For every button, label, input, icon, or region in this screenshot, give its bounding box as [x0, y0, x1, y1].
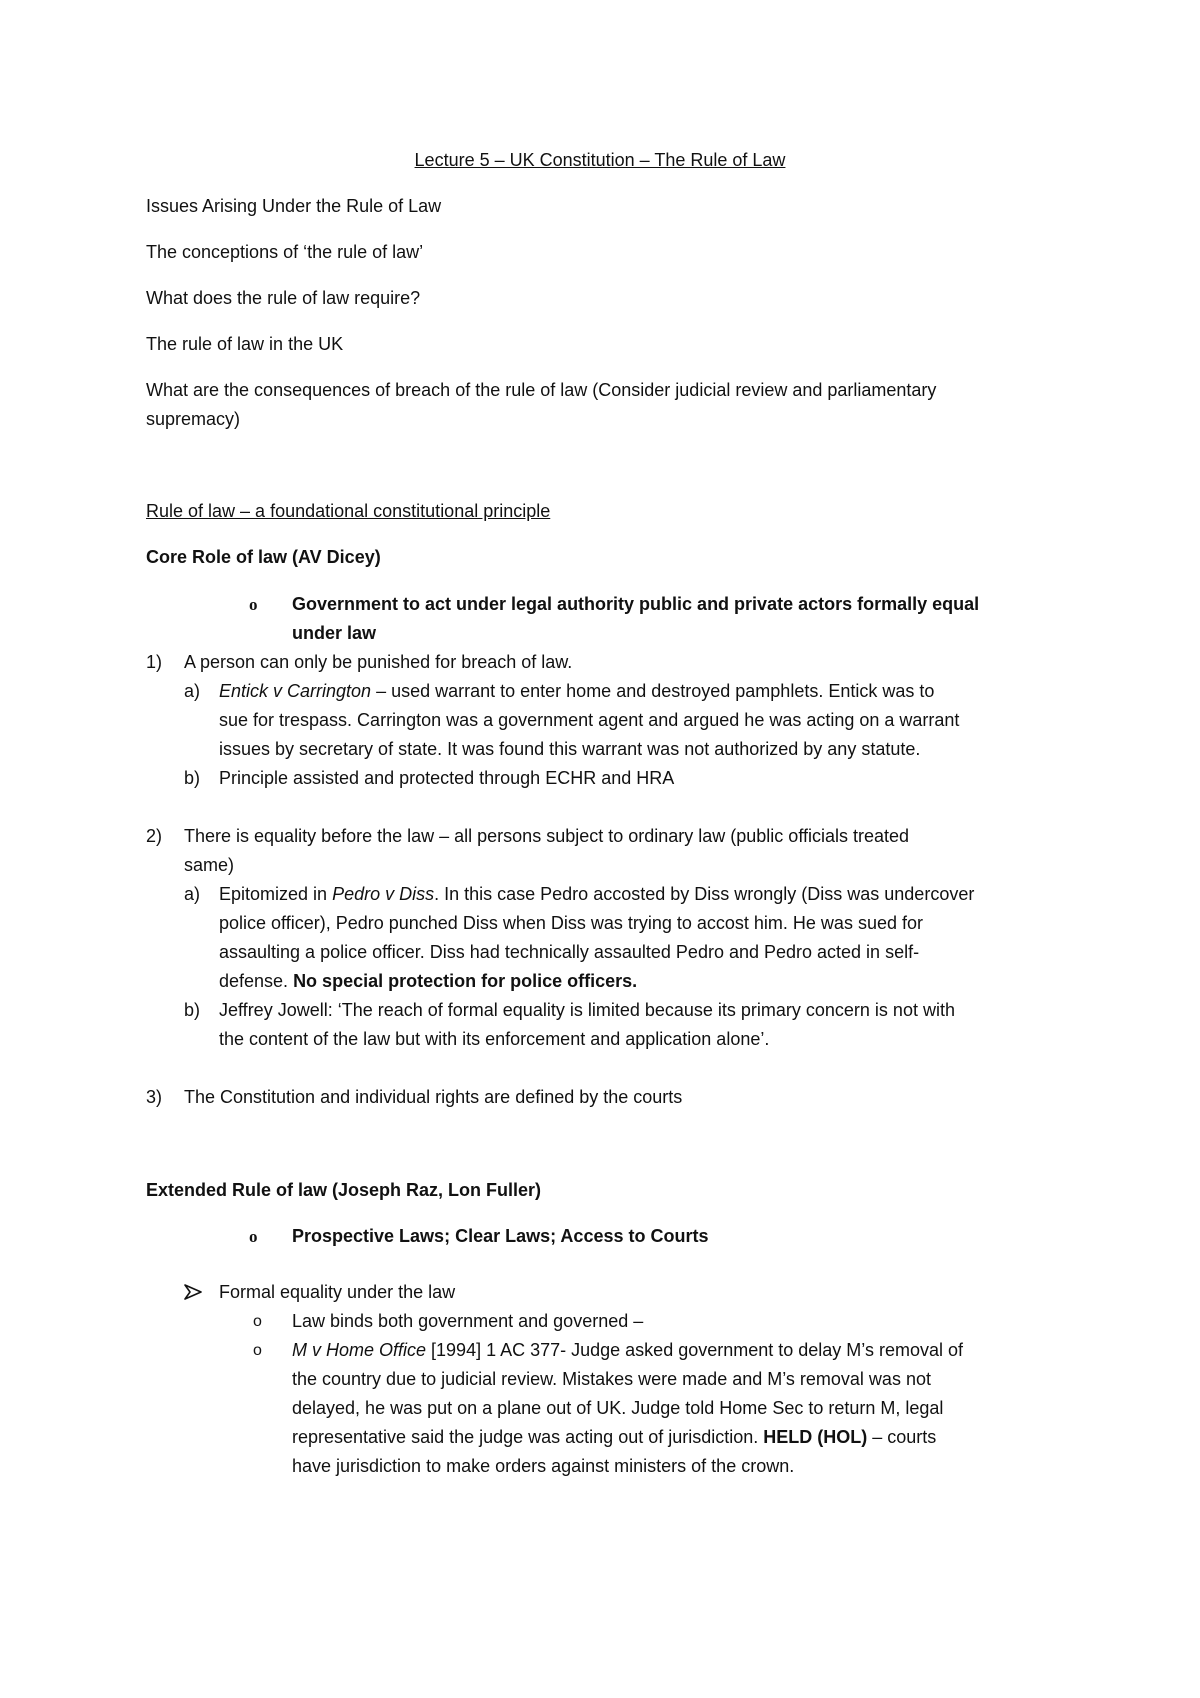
sub-list-marker: b) [184, 768, 201, 788]
sub-bullet-text-cont: have jurisdiction to make orders against ministers of the crown. [292, 1456, 795, 1476]
issues-item: The conceptions of ‘the rule of law’ [146, 242, 424, 262]
sub-list-item: Jeffrey Jowell: ‘The reach of formal equality is limited because its primary concern is not with [219, 1000, 955, 1020]
sub-list-item-cont: defense. No special protection for police officers. [219, 971, 638, 991]
arrow-bullet-icon [184, 1284, 202, 1300]
issues-item: What are the consequences of breach of the rule of law (Consider judicial review and parliamentary [146, 380, 937, 400]
section-subheading: Core Role of law (AV Dicey) [146, 547, 381, 567]
sub-list-item-cont: issues by secretary of state. It was found this warrant was not authorized by any statute. [219, 739, 921, 759]
case-name: M v Home Office [292, 1340, 427, 1360]
sub-bullet-text-cont: delayed, he was put on a plane out of UK. Judge told Home Sec to return M, legal [292, 1398, 944, 1418]
arrow-bullet-text: Formal equality under the law [219, 1282, 456, 1302]
bullet-marker: o [249, 595, 258, 614]
sub-list-item: Entick v Carrington – used warrant to enter home and destroyed pamphlets. Entick was to [219, 681, 935, 701]
list-number: 1) [146, 652, 163, 672]
sub-list-marker: a) [184, 884, 201, 904]
section-heading: Rule of law – a foundational constitutional principle [146, 501, 551, 521]
sub-bullet-text: Law binds both government and governed – [292, 1311, 644, 1331]
sub-list-item-cont: assaulting a police officer. Diss had technically assaulted Pedro and Pedro acted in self- [219, 942, 920, 962]
section-subheading: Extended Rule of law (Joseph Raz, Lon Fuller) [146, 1180, 542, 1200]
sub-bullet-text-cont: the country due to judicial review. Mistakes were made and M’s removal was not [292, 1369, 931, 1389]
bullet-text: Prospective Laws; Clear Laws; Access to Courts [292, 1226, 709, 1246]
sub-list-item: Epitomized in Pedro v Diss. In this case Pedro accosted by Diss wrongly (Diss was undercover [219, 884, 975, 904]
sub-list-item: Principle assisted and protected through ECHR and HRA [219, 768, 675, 788]
list-item-text: A person can only be punished for breach of law. [184, 652, 573, 672]
issues-item: The rule of law in the UK [146, 334, 344, 354]
list-item-text: The Constitution and individual rights are defined by the courts [184, 1087, 683, 1107]
sub-list-item-cont: the content of the law but with its enforcement and application alone’. [219, 1029, 770, 1049]
case-name: Entick v Carrington [219, 681, 372, 701]
sub-list-marker: b) [184, 1000, 201, 1020]
issues-item: What does the rule of law require? [146, 288, 421, 308]
list-number: 3) [146, 1087, 163, 1107]
sub-list-marker: a) [184, 681, 201, 701]
sub-bullet-text: M v Home Office [1994] 1 AC 377- Judge asked government to delay M’s removal of [292, 1340, 964, 1360]
bullet-text: under law [292, 623, 377, 643]
list-item-text: There is equality before the law – all persons subject to ordinary law (public officials treated [184, 826, 910, 846]
list-item-text: same) [184, 855, 235, 875]
sub-list-item-cont: sue for trespass. Carrington was a government agent and argued he was acting on a warrant [219, 710, 960, 730]
list-number: 2) [146, 826, 163, 846]
sub-bullet-text-cont: representative said the judge was acting out of jurisdiction. HELD (HOL) – courts [292, 1427, 937, 1447]
bullet-marker: o [249, 1227, 258, 1246]
issues-heading: Issues Arising Under the Rule of Law [146, 196, 442, 216]
bullet-text: Government to act under legal authority public and private actors formally equal [292, 594, 980, 614]
page-title: Lecture 5 – UK Constitution – The Rule of Law [414, 150, 786, 170]
sub-list-item-cont: police officer), Pedro punched Diss when Diss was trying to accost him. He was sued for [219, 913, 923, 933]
circle-bullet-icon: o [253, 1313, 262, 1330]
circle-bullet-icon: o [253, 1342, 262, 1359]
case-name: Pedro v Diss [332, 884, 435, 904]
issues-item: supremacy) [146, 409, 241, 429]
